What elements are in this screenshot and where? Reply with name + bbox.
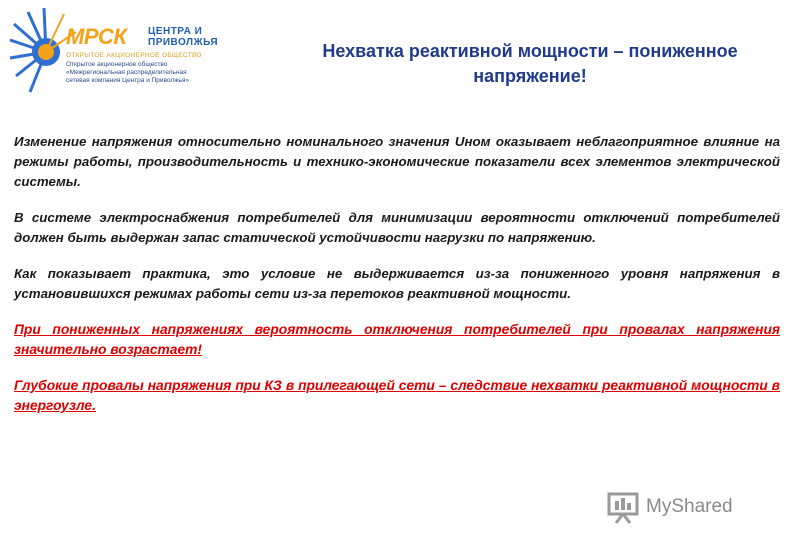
brand-subtitle-line-1: ЦЕНТРА И <box>148 26 203 37</box>
slide-body <box>14 132 780 432</box>
slide-title <box>270 39 790 89</box>
brand-name: МРСК <box>66 24 127 49</box>
paragraph-warning-short-circuit: Глубокие провалы напряжения при КЗ в прилегающей сети – следствие нехватки реактивной мощности в энергоузле. <box>14 378 780 413</box>
presentation-board-icon <box>606 490 640 524</box>
brand-subtitle-line-2: ПРИВОЛЖЬЯ <box>148 37 219 48</box>
title-line-1: Нехватка реактивной мощности – пониженное <box>322 41 738 61</box>
org-line-3: сетевая компания Центра и Приволжья» <box>66 77 190 84</box>
logo-tagline: ОТКРЫТОЕ АКЦИОНЕРНОЕ ОБЩЕСТВО <box>66 52 202 59</box>
brand-subtitle <box>148 26 218 48</box>
org-line-1: Открытое акционерное общество <box>66 61 168 68</box>
title-line-2: напряжение! <box>473 66 587 86</box>
paragraph-practice: Как показывает практика, это условие не выдерживается из-за пониженного уровня напряжения в установившихся режимах работы сети из-за перетоков реактивной мощности. <box>14 266 780 301</box>
paragraph-warning-outage: При пониженных напряжениях вероятность отключения потребителей при провалах напряжения значительно возрастает! <box>14 322 780 357</box>
company-logo <box>6 4 219 100</box>
org-line-2: «Межрегиональная распределительная <box>66 69 187 76</box>
org-description <box>66 61 189 85</box>
paragraph-voltage-deviation: Изменение напряжения относительно номинального значения Uном оказывает неблагоприятное влияние на режимы работы, производительность и технико-экономические показатели всех элементов электрической системы. <box>14 134 780 189</box>
paragraph-stability-margin: В системе электроснабжения потребителей для минимизации вероятности отключений потребителей должен быть выдержан запас статической устойчивости нагрузки по напряжению. <box>14 210 780 245</box>
myshared-watermark <box>606 490 733 524</box>
watermark-text: MyShared <box>646 496 733 517</box>
